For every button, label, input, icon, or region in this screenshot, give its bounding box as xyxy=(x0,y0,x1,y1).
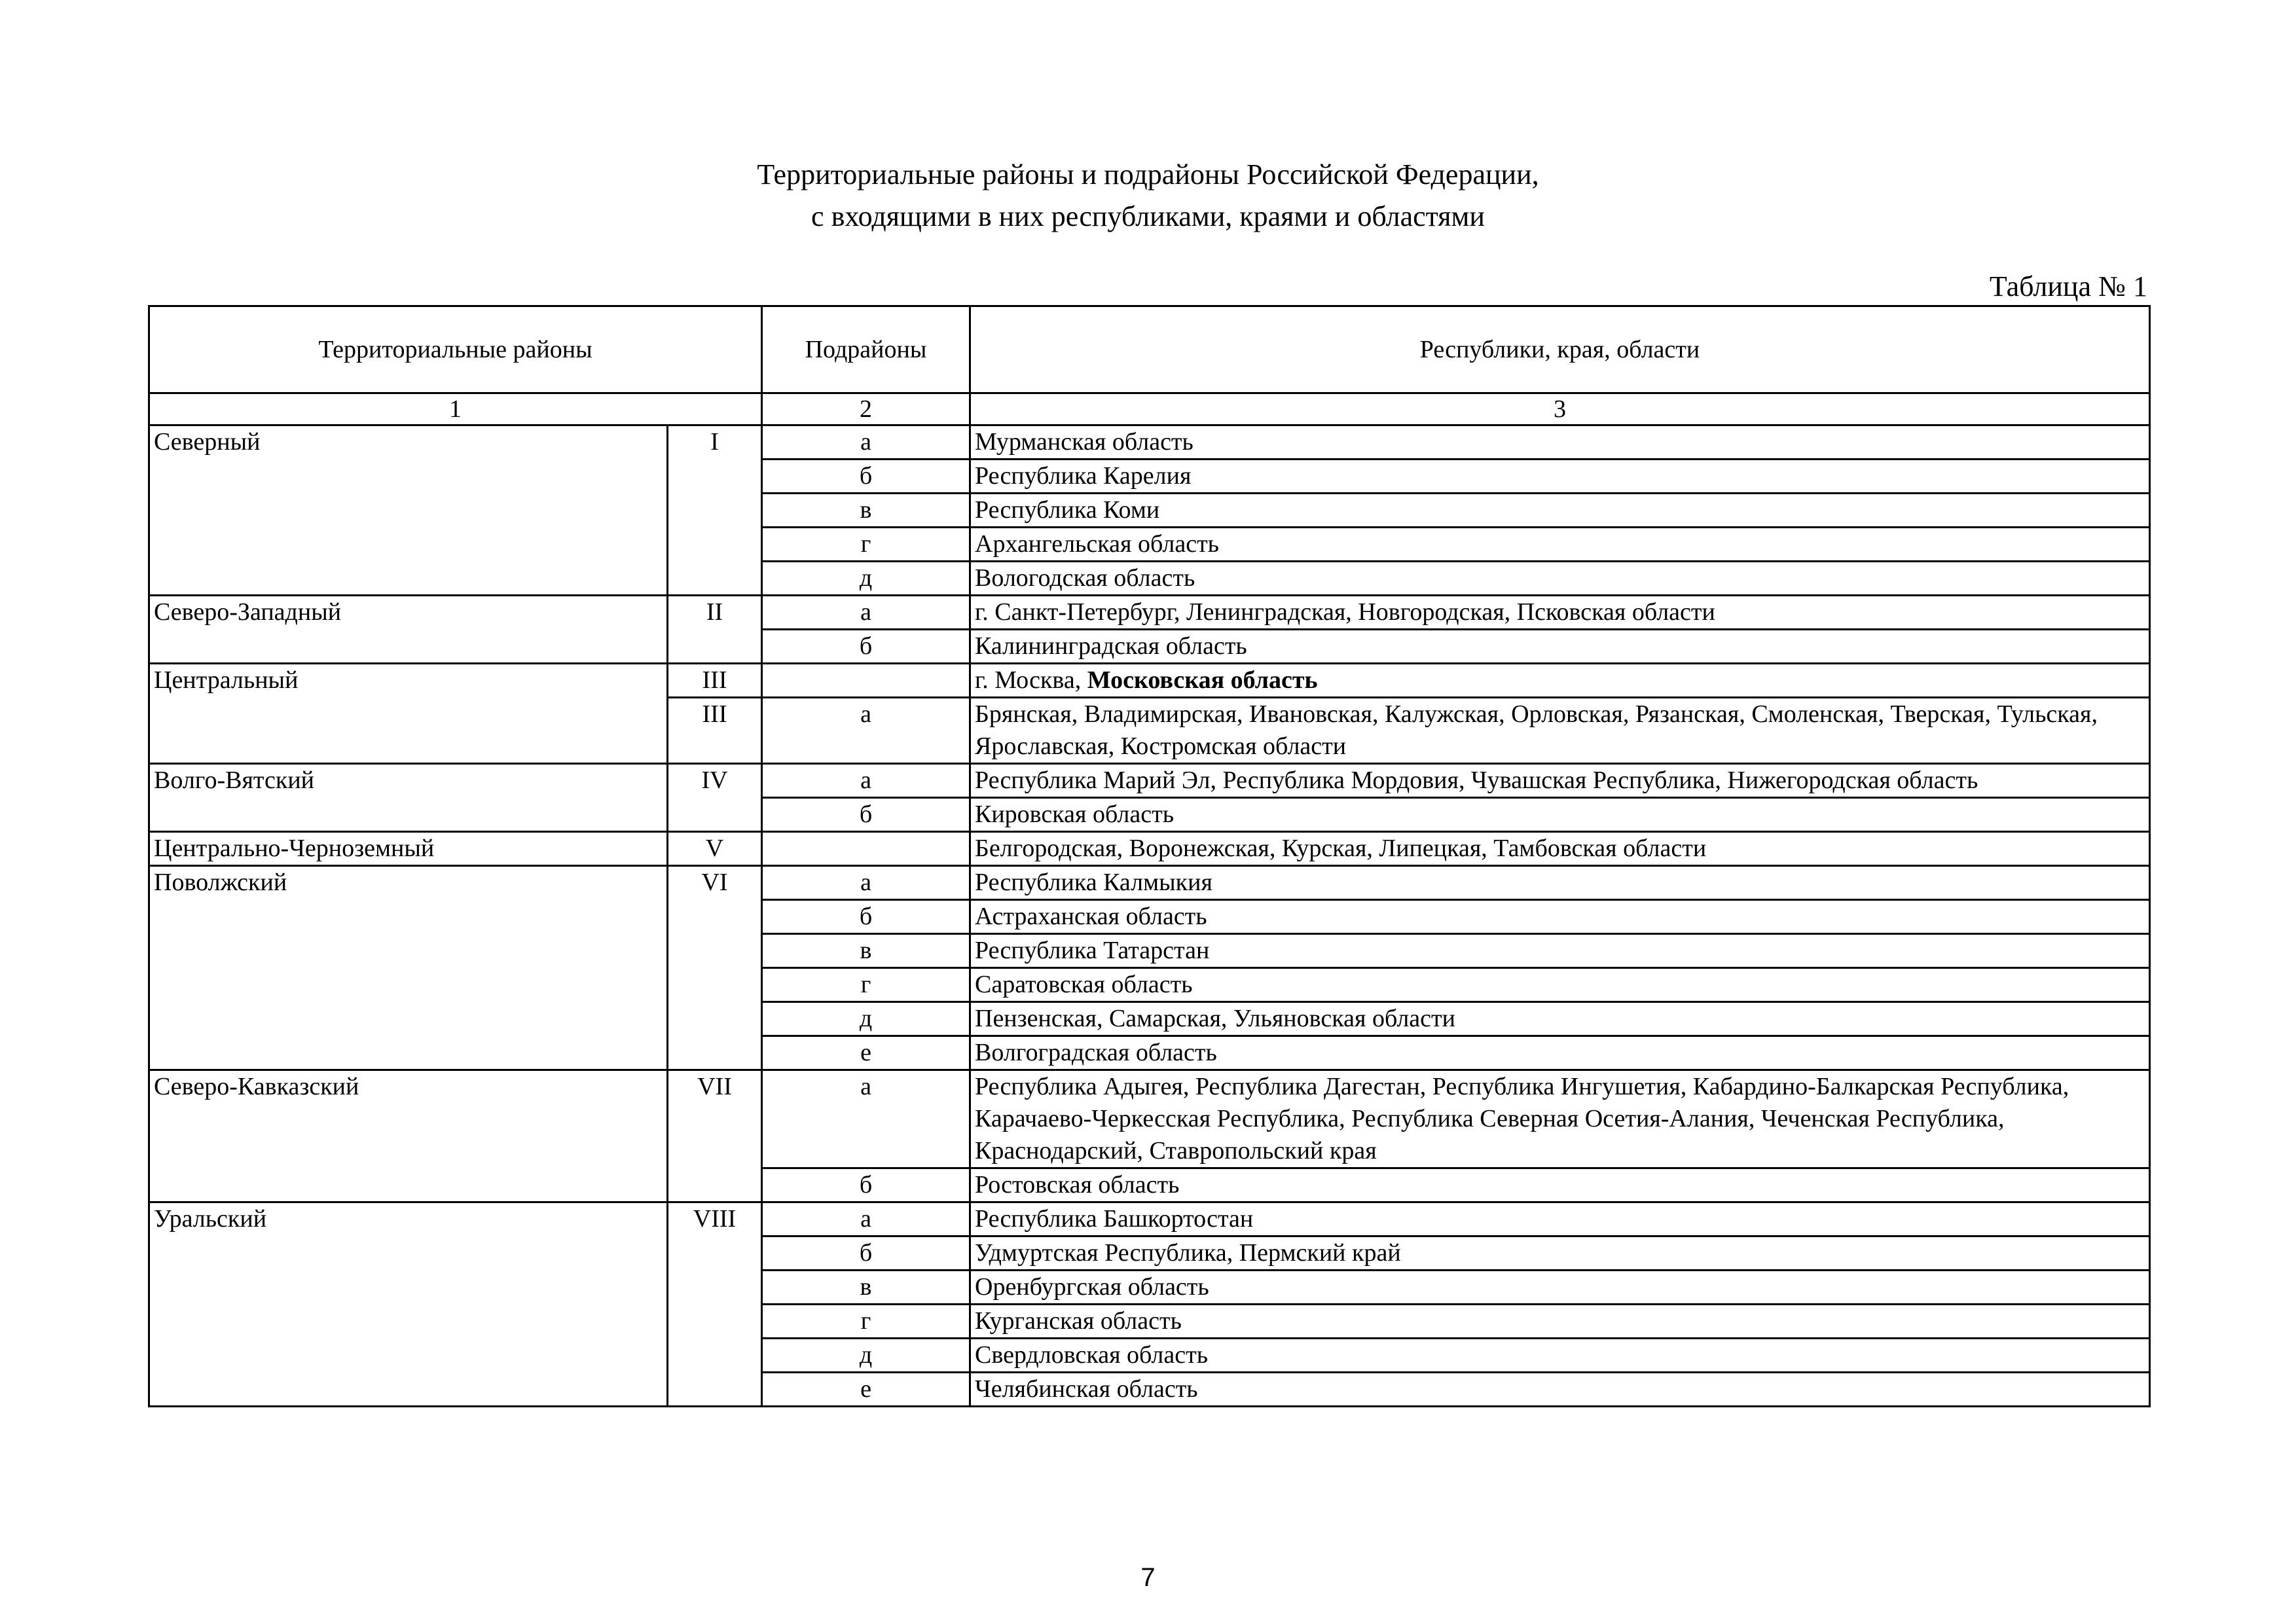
subject-list: г. Санкт-Петербург, Ленинградская, Новгородская, Псковская области xyxy=(970,596,2150,630)
subdistrict-letter: д xyxy=(762,1002,970,1036)
column-number-2: 2 xyxy=(762,393,970,425)
subdistrict-letter: а xyxy=(762,764,970,798)
subject-list: Саратовская область xyxy=(970,968,2150,1002)
region-numeral: I xyxy=(668,425,762,596)
region-numeral: II xyxy=(668,596,762,664)
region-numeral: IV xyxy=(668,764,762,832)
subdistrict-letter: а xyxy=(762,1202,970,1236)
subject-list: Астраханская область xyxy=(970,900,2150,934)
subdistrict-letter: е xyxy=(762,1373,970,1407)
table-number-label: Таблица № 1 xyxy=(1989,270,2147,302)
subdistrict-letter: е xyxy=(762,1036,970,1070)
subdistrict-letter xyxy=(762,664,970,698)
region-name: Поволжский xyxy=(149,866,668,1070)
subdistrict-letter: а xyxy=(762,425,970,460)
region-numeral: III xyxy=(668,664,762,698)
region-numeral: VI xyxy=(668,866,762,1070)
table-row xyxy=(149,866,2150,900)
subdistrict-letter: б xyxy=(762,630,970,664)
subject-list: Свердловская область xyxy=(970,1339,2150,1373)
subdistrict-letter: г xyxy=(762,1305,970,1339)
column-number-3: 3 xyxy=(970,393,2150,425)
subject-list: Республика Карелия xyxy=(970,460,2150,494)
header-republics: Республики, края, области xyxy=(970,306,2150,393)
subject-list: Республика Татарстан xyxy=(970,934,2150,968)
subject-list-plain: г. Москва, xyxy=(975,666,1087,694)
region-name: Северо-Западный xyxy=(149,596,668,664)
subject-list: Республика Коми xyxy=(970,494,2150,528)
region-name: Уральский xyxy=(149,1202,668,1407)
subdistrict-letter: б xyxy=(762,798,970,832)
subdistrict-letter: д xyxy=(762,1339,970,1373)
region-numeral: V xyxy=(668,832,762,866)
subdistrict-letter: в xyxy=(762,1271,970,1305)
region-name: Северный xyxy=(149,425,668,596)
header-subdistricts: Подрайоны xyxy=(762,306,970,393)
region-numeral: VIII xyxy=(668,1202,762,1407)
subject-list: Калининградская область xyxy=(970,630,2150,664)
subdistrict-letter: а xyxy=(762,596,970,630)
subject-list: Мурманская область xyxy=(970,425,2150,460)
region-numeral: VII xyxy=(668,1070,762,1202)
subdistrict-letter: б xyxy=(762,900,970,934)
subject-list: Оренбургская область xyxy=(970,1271,2150,1305)
subject-list: Пензенская, Самарская, Ульяновская области xyxy=(970,1002,2150,1036)
subject-list: Челябинская область xyxy=(970,1373,2150,1407)
page-number: 7 xyxy=(1140,1563,1156,1592)
region-numeral: III xyxy=(668,698,762,764)
subject-list: Курганская область xyxy=(970,1305,2150,1339)
subject-list: Республика Калмыкия xyxy=(970,866,2150,900)
regions-table xyxy=(148,305,2151,1407)
subject-list xyxy=(970,664,2150,698)
table-row xyxy=(149,425,2150,460)
subdistrict-letter: б xyxy=(762,1236,970,1271)
region-name: Центральный xyxy=(149,664,668,764)
table-row xyxy=(149,1070,2150,1168)
table-row xyxy=(149,1202,2150,1236)
region-name: Волго-Вятский xyxy=(149,764,668,832)
subject-list: Белгородская, Воронежская, Курская, Липецкая, Тамбовская области xyxy=(970,832,2150,866)
region-name: Центрально-Черноземный xyxy=(149,832,668,866)
subdistrict-letter: б xyxy=(762,1168,970,1202)
subdistrict-letter: д xyxy=(762,562,970,596)
subdistrict-letter: а xyxy=(762,866,970,900)
table-row xyxy=(149,832,2150,866)
subject-list: Ростовская область xyxy=(970,1168,2150,1202)
header-row xyxy=(149,306,2150,393)
subject-list: Кировская область xyxy=(970,798,2150,832)
subject-list-bold: Московская область xyxy=(1087,666,1318,694)
table-row xyxy=(149,764,2150,798)
subject-list: Волгоградская область xyxy=(970,1036,2150,1070)
subdistrict-letter: в xyxy=(762,934,970,968)
subject-list: Брянская, Владимирская, Ивановская, Калужская, Орловская, Рязанская, Смоленская, Тверская, Тульская, Ярославская, Костромская области xyxy=(970,698,2150,764)
subdistrict-letter: г xyxy=(762,528,970,562)
region-name: Северо-Кавказский xyxy=(149,1070,668,1202)
column-number-1: 1 xyxy=(149,393,762,425)
subdistrict-letter: а xyxy=(762,1070,970,1168)
subdistrict-letter: г xyxy=(762,968,970,1002)
title-line-1: Территориальные районы и подрайоны Российской Федерации, xyxy=(757,158,1539,190)
subdistrict-letter: б xyxy=(762,460,970,494)
subject-list: Архангельская область xyxy=(970,528,2150,562)
subject-list: Удмуртская Республика, Пермский край xyxy=(970,1236,2150,1271)
subject-list: Вологодская область xyxy=(970,562,2150,596)
document-title xyxy=(0,154,2296,238)
table-row xyxy=(149,596,2150,630)
subject-list: Республика Башкортостан xyxy=(970,1202,2150,1236)
table-row xyxy=(149,664,2150,698)
title-line-2: с входящими в них республиками, краями и областями xyxy=(811,200,1485,232)
subdistrict-letter: а xyxy=(762,698,970,764)
subdistrict-letter xyxy=(762,832,970,866)
header-territorial-districts: Территориальные районы xyxy=(149,306,762,393)
subject-list: Республика Адыгея, Республика Дагестан, Республика Ингушетия, Кабардино-Балкарская Республика, Карачаево-Черкесская Республика, Республика Северная Осетия-Алания, Чеченская Республика, Краснодарский, Ставропольский края xyxy=(970,1070,2150,1168)
subdistrict-letter: в xyxy=(762,494,970,528)
subject-list: Республика Марий Эл, Республика Мордовия, Чувашская Республика, Нижегородская область xyxy=(970,764,2150,798)
column-number-row xyxy=(149,393,2150,425)
